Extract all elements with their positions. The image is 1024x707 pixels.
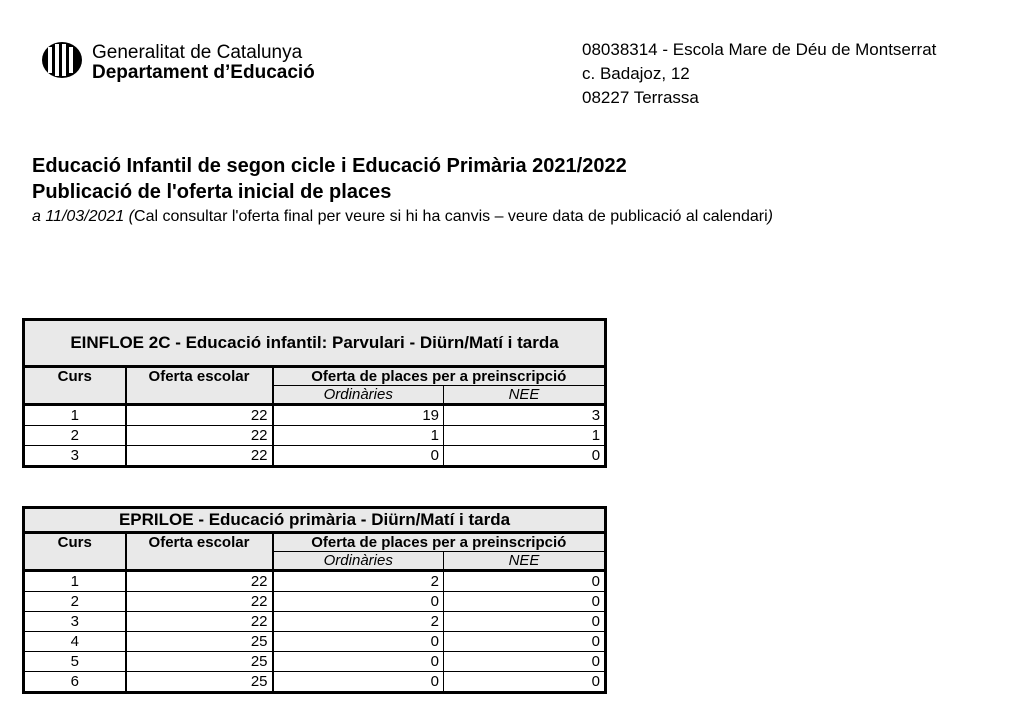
cell-ordinaries: 1 bbox=[273, 426, 444, 446]
table-row bbox=[24, 612, 606, 632]
offer-table-infantil bbox=[22, 318, 607, 468]
cell-oferta: 25 bbox=[126, 632, 273, 652]
table-title: EINFLOE 2C - Educació infantil: Parvulari - Diürn/Matí i tarda bbox=[24, 320, 606, 367]
cell-ordinaries: 2 bbox=[273, 571, 444, 592]
cell-oferta: 25 bbox=[126, 652, 273, 672]
cell-nee: 0 bbox=[444, 571, 606, 592]
cell-ordinaries: 0 bbox=[273, 446, 444, 467]
table-row bbox=[24, 632, 606, 652]
cell-nee: 0 bbox=[444, 672, 606, 693]
cell-nee: 0 bbox=[444, 592, 606, 612]
note-paren-open: ( bbox=[124, 208, 135, 225]
school-city: 08227 Terrassa bbox=[582, 88, 699, 107]
col-header-ordinaries: Ordinàries bbox=[273, 386, 444, 405]
table-row bbox=[24, 405, 606, 426]
table-title: EPRILOE - Educació primària - Diürn/Matí i tarda bbox=[24, 508, 606, 533]
department-name: Departament d’Educació bbox=[92, 62, 315, 83]
col-header-nee: NEE bbox=[444, 386, 606, 405]
table-row bbox=[24, 426, 606, 446]
col-header-nee: NEE bbox=[444, 552, 606, 571]
cell-nee: 0 bbox=[444, 632, 606, 652]
cell-ordinaries: 19 bbox=[273, 405, 444, 426]
org-name: Generalitat de Catalunya bbox=[92, 42, 303, 63]
school-address bbox=[582, 38, 936, 110]
col-header-places: Oferta de places per a preinscripció bbox=[273, 367, 606, 386]
cell-ordinaries: 0 bbox=[273, 632, 444, 652]
note-date: a 11/03/2021 bbox=[32, 208, 125, 225]
generalitat-logo-icon bbox=[40, 40, 84, 80]
cell-nee: 1 bbox=[444, 426, 606, 446]
col-header-oferta: Oferta escolar bbox=[126, 533, 273, 571]
cell-curs: 2 bbox=[24, 426, 126, 446]
page-title: Educació Infantil de segon cicle i Educació Primària 2021/2022 bbox=[32, 155, 627, 177]
table-row bbox=[24, 672, 606, 693]
cell-ordinaries: 0 bbox=[273, 592, 444, 612]
table-row bbox=[24, 652, 606, 672]
cell-oferta: 22 bbox=[126, 426, 273, 446]
cell-oferta: 22 bbox=[126, 592, 273, 612]
cell-curs: 5 bbox=[24, 652, 126, 672]
cell-curs: 1 bbox=[24, 405, 126, 426]
cell-nee: 0 bbox=[444, 612, 606, 632]
col-header-ordinaries: Ordinàries bbox=[273, 552, 444, 571]
cell-ordinaries: 2 bbox=[273, 612, 444, 632]
offer-table-primaria bbox=[22, 506, 607, 694]
cell-curs: 3 bbox=[24, 446, 126, 467]
table-row bbox=[24, 446, 606, 467]
cell-ordinaries: 0 bbox=[273, 672, 444, 693]
cell-nee: 0 bbox=[444, 446, 606, 467]
cell-nee: 0 bbox=[444, 652, 606, 672]
table-row bbox=[24, 592, 606, 612]
cell-curs: 4 bbox=[24, 632, 126, 652]
page-subtitle: Publicació de l'oferta inicial de places bbox=[32, 181, 392, 203]
school-street: c. Badajoz, 12 bbox=[582, 64, 690, 83]
cell-curs: 3 bbox=[24, 612, 126, 632]
col-header-curs: Curs bbox=[24, 533, 126, 571]
cell-curs: 6 bbox=[24, 672, 126, 693]
col-header-oferta: Oferta escolar bbox=[126, 367, 273, 405]
cell-oferta: 25 bbox=[126, 672, 273, 693]
cell-oferta: 22 bbox=[126, 446, 273, 467]
note-paren-close: ) bbox=[767, 208, 773, 225]
cell-curs: 2 bbox=[24, 592, 126, 612]
cell-ordinaries: 0 bbox=[273, 652, 444, 672]
table-row bbox=[24, 571, 606, 592]
school-name: 08038314 - Escola Mare de Déu de Montserrat bbox=[582, 40, 937, 59]
cell-oferta: 22 bbox=[126, 405, 273, 426]
note-text: Cal consultar l'oferta final per veure si hi ha canvis – veure data de publicació al calendari bbox=[134, 208, 768, 225]
col-header-places: Oferta de places per a preinscripció bbox=[273, 533, 606, 552]
cell-nee: 3 bbox=[444, 405, 606, 426]
col-header-curs: Curs bbox=[24, 367, 126, 405]
cell-oferta: 22 bbox=[126, 571, 273, 592]
cell-oferta: 22 bbox=[126, 612, 273, 632]
cell-curs: 1 bbox=[24, 571, 126, 592]
publication-note bbox=[32, 207, 773, 227]
headline bbox=[32, 153, 773, 227]
org-header bbox=[40, 40, 315, 83]
